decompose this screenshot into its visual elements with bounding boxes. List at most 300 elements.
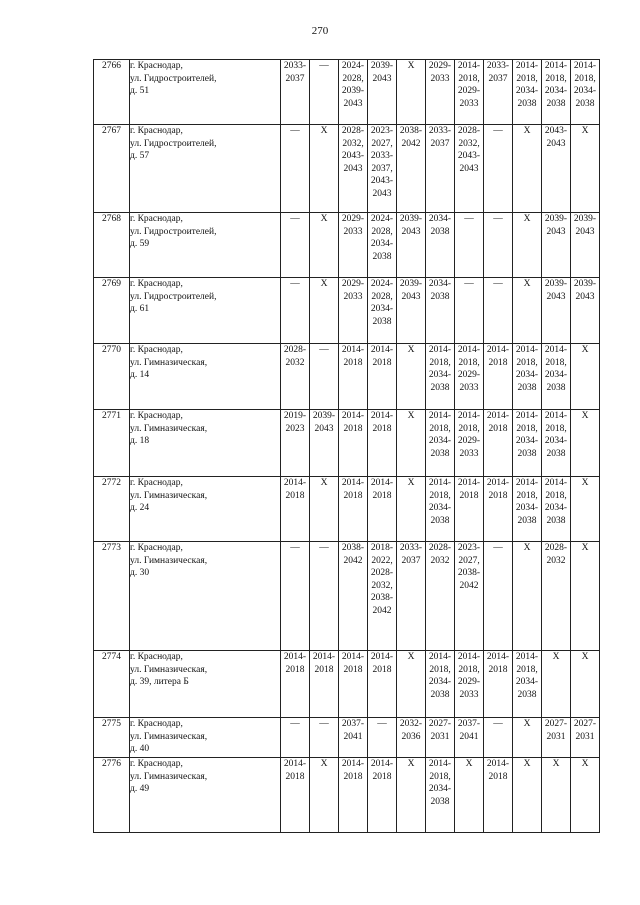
address-line: г. Краснодар, xyxy=(130,345,183,355)
period-fragment: 2043 xyxy=(372,73,392,84)
period-cell xyxy=(571,718,600,758)
period-cell xyxy=(310,718,339,758)
period-fragment: 2028, xyxy=(371,226,393,237)
period-fragment: 2018 xyxy=(372,357,392,368)
period-cell xyxy=(368,758,397,833)
period-fragment: 2029- xyxy=(428,61,452,71)
period-fragment: 2018, xyxy=(429,664,451,675)
table-row xyxy=(94,542,600,651)
period-fragment: X xyxy=(581,759,589,769)
period-cell xyxy=(397,278,426,344)
period-cell xyxy=(484,344,513,410)
period-fragment: 2023 xyxy=(285,423,305,434)
period-fragment: 2014- xyxy=(457,61,481,71)
period-fragment: 2034- xyxy=(370,304,394,314)
period-cell xyxy=(426,410,455,477)
period-fragment: X xyxy=(465,759,473,769)
table-row xyxy=(94,758,600,833)
period-fragment: 2039- xyxy=(312,411,336,421)
period-fragment: 2014- xyxy=(515,652,539,662)
period-cell xyxy=(368,60,397,125)
period-fragment: 2029- xyxy=(341,214,365,224)
period-fragment: 2034- xyxy=(544,86,568,96)
period-cell xyxy=(513,542,542,651)
period-cell xyxy=(542,542,571,651)
period-fragment: 2039- xyxy=(573,214,597,224)
period-fragment: 2018 xyxy=(314,664,334,675)
period-cell xyxy=(513,278,542,344)
period-fragment: 2038 xyxy=(546,448,566,459)
period-fragment: — xyxy=(464,214,474,224)
period-cell xyxy=(571,60,600,125)
period-fragment: 2014- xyxy=(486,652,510,662)
period-fragment: 2038 xyxy=(372,316,392,327)
period-fragment: X xyxy=(523,759,531,769)
address-line: ул. Гидростроителей, xyxy=(130,73,217,84)
period-fragment: X xyxy=(407,61,415,71)
page-number: 270 xyxy=(311,25,329,37)
period-fragment: X xyxy=(407,652,415,662)
period-cell xyxy=(484,60,513,125)
period-fragment: 2043- xyxy=(370,176,394,186)
period-cell xyxy=(310,651,339,718)
table-row xyxy=(94,278,600,344)
period-fragment: 2018, xyxy=(545,490,567,501)
period-fragment: 2038 xyxy=(546,515,566,526)
period-fragment: 2043 xyxy=(401,291,421,302)
period-fragment: 2018, xyxy=(516,423,538,434)
period-fragment: 2043 xyxy=(401,226,421,237)
row-number: 2774 xyxy=(94,651,130,718)
period-fragment: 2024- xyxy=(370,214,394,224)
address-cell xyxy=(130,542,281,651)
period-fragment: 2014- xyxy=(283,759,307,769)
address-line: д. 18 xyxy=(130,436,150,446)
period-cell xyxy=(339,651,368,718)
period-fragment: 2014- xyxy=(341,478,365,488)
period-fragment: X xyxy=(407,478,415,488)
period-fragment: — xyxy=(319,345,329,355)
period-fragment: 2043 xyxy=(314,423,334,434)
period-cell xyxy=(571,410,600,477)
period-fragment: 2018, xyxy=(458,664,480,675)
address-line: д. 30 xyxy=(130,568,150,578)
period-fragment: 2043- xyxy=(341,151,365,161)
row-number: 2766 xyxy=(94,60,130,125)
period-fragment: 2018- xyxy=(370,543,394,553)
period-cell xyxy=(513,477,542,542)
table-row xyxy=(94,213,600,278)
period-fragment: 2028- xyxy=(457,126,481,136)
address-line: д. 49 xyxy=(130,784,150,794)
period-cell xyxy=(310,125,339,213)
period-cell xyxy=(542,278,571,344)
period-fragment: 2043 xyxy=(372,188,392,199)
period-fragment: 2033- xyxy=(428,126,452,136)
period-fragment: 2032- xyxy=(399,719,423,729)
period-cell xyxy=(281,410,310,477)
period-cell xyxy=(339,718,368,758)
period-fragment: 2018, xyxy=(574,73,596,84)
address-line: д. 59 xyxy=(130,239,150,249)
period-fragment: X xyxy=(407,411,415,421)
period-fragment: 2034- xyxy=(428,784,452,794)
period-cell xyxy=(571,651,600,718)
period-fragment: 2018, xyxy=(516,664,538,675)
period-fragment: 2042 xyxy=(343,555,363,566)
period-fragment: X xyxy=(581,478,589,488)
period-cell xyxy=(426,278,455,344)
address-line: д. 61 xyxy=(130,304,150,314)
period-cell xyxy=(484,477,513,542)
period-fragment: 2014- xyxy=(457,478,481,488)
period-cell xyxy=(542,213,571,278)
period-fragment: 2033 xyxy=(430,73,450,84)
period-cell xyxy=(310,542,339,651)
address-line: г. Краснодар, xyxy=(130,478,183,488)
address-line: г. Краснодар, xyxy=(130,279,183,289)
period-cell xyxy=(484,410,513,477)
period-fragment: 2043 xyxy=(343,163,363,174)
period-fragment: 2033 xyxy=(459,448,479,459)
period-cell xyxy=(426,213,455,278)
address-line: г. Краснодар, xyxy=(130,61,183,71)
period-cell xyxy=(281,60,310,125)
address-cell xyxy=(130,60,281,125)
period-fragment: 2032, xyxy=(342,138,364,149)
period-fragment: 2038 xyxy=(430,796,450,807)
period-cell xyxy=(455,758,484,833)
period-fragment: 2034- xyxy=(428,370,452,380)
period-fragment: X xyxy=(523,214,531,224)
period-cell xyxy=(455,125,484,213)
address-line: г. Краснодар, xyxy=(130,719,183,729)
period-cell xyxy=(397,125,426,213)
period-fragment: 2014- xyxy=(544,345,568,355)
period-cell xyxy=(571,125,600,213)
period-fragment: X xyxy=(407,345,415,355)
period-fragment: 2014- xyxy=(370,652,394,662)
period-fragment: 2014- xyxy=(486,478,510,488)
row-number: 2770 xyxy=(94,344,130,410)
period-fragment: 2036 xyxy=(401,731,421,742)
period-cell xyxy=(397,758,426,833)
address-line: д. 40 xyxy=(130,744,150,754)
period-cell xyxy=(426,344,455,410)
period-cell xyxy=(484,758,513,833)
period-fragment: 2033- xyxy=(399,543,423,553)
period-cell xyxy=(310,410,339,477)
period-fragment: 2037, xyxy=(371,163,393,174)
period-fragment: 2018 xyxy=(488,490,508,501)
address-line: д. 57 xyxy=(130,151,150,161)
period-fragment: 2014- xyxy=(283,652,307,662)
period-fragment: 2014- xyxy=(428,478,452,488)
period-fragment: 2033 xyxy=(343,291,363,302)
period-fragment: 2014- xyxy=(544,478,568,488)
address-cell xyxy=(130,758,281,833)
period-fragment: 2028- xyxy=(428,543,452,553)
period-fragment: 2018 xyxy=(343,423,363,434)
period-fragment: 2038 xyxy=(517,382,537,393)
period-fragment: 2018 xyxy=(343,357,363,368)
period-cell xyxy=(571,278,600,344)
address-line: д. 24 xyxy=(130,503,150,513)
period-fragment: 2014- xyxy=(428,759,452,769)
period-fragment: 2014- xyxy=(457,652,481,662)
period-fragment: X xyxy=(320,759,328,769)
period-fragment: 2032, xyxy=(458,138,480,149)
table-row xyxy=(94,60,600,125)
period-fragment: 2028- xyxy=(341,126,365,136)
period-fragment: 2014- xyxy=(515,61,539,71)
period-fragment: 2018, xyxy=(429,771,451,782)
period-fragment: 2033 xyxy=(459,98,479,109)
period-fragment: 2039- xyxy=(399,279,423,289)
period-cell xyxy=(397,718,426,758)
period-fragment: 2042 xyxy=(401,138,421,149)
address-line: ул. Гимназическая, xyxy=(130,555,208,566)
period-cell xyxy=(281,651,310,718)
period-fragment: 2034- xyxy=(515,436,539,446)
period-fragment: 2027, xyxy=(371,138,393,149)
period-fragment: 2014- xyxy=(515,411,539,421)
period-fragment: 2043 xyxy=(575,291,595,302)
address-line: г. Краснодар, xyxy=(130,411,183,421)
period-fragment: 2023- xyxy=(457,543,481,553)
period-cell xyxy=(513,651,542,718)
period-fragment: — xyxy=(290,279,300,289)
period-cell xyxy=(426,718,455,758)
period-cell xyxy=(368,344,397,410)
period-fragment: 2034- xyxy=(515,677,539,687)
period-fragment: 2037 xyxy=(430,138,450,149)
period-fragment: 2018 xyxy=(488,423,508,434)
period-fragment: — xyxy=(319,61,329,71)
address-cell xyxy=(130,278,281,344)
period-fragment: 2038 xyxy=(517,515,537,526)
period-cell xyxy=(339,213,368,278)
period-fragment: 2018 xyxy=(285,771,305,782)
address-cell xyxy=(130,477,281,542)
period-cell xyxy=(542,477,571,542)
period-fragment: 2032, xyxy=(371,580,393,591)
period-fragment: 2034- xyxy=(428,503,452,513)
period-cell xyxy=(513,213,542,278)
period-cell xyxy=(455,278,484,344)
period-fragment: 2014- xyxy=(428,411,452,421)
period-fragment: 2033 xyxy=(459,689,479,700)
period-cell xyxy=(513,410,542,477)
period-fragment: 2037 xyxy=(285,73,305,84)
period-cell xyxy=(571,477,600,542)
period-cell xyxy=(368,477,397,542)
period-fragment: — xyxy=(377,719,387,729)
period-fragment: 2042 xyxy=(459,580,479,591)
period-fragment: 2039- xyxy=(370,61,394,71)
period-cell xyxy=(281,758,310,833)
table-row xyxy=(94,477,600,542)
period-cell xyxy=(310,758,339,833)
period-cell xyxy=(310,213,339,278)
period-fragment: 2018 xyxy=(372,664,392,675)
period-fragment: X xyxy=(523,126,531,136)
period-cell xyxy=(455,410,484,477)
period-fragment: — xyxy=(493,126,503,136)
period-fragment: 2043 xyxy=(459,163,479,174)
period-cell xyxy=(542,410,571,477)
period-fragment: X xyxy=(581,411,589,421)
period-cell xyxy=(484,718,513,758)
address-line: ул. Гидростроителей, xyxy=(130,138,217,149)
period-fragment: X xyxy=(523,543,531,553)
period-fragment: 2018, xyxy=(545,357,567,368)
period-fragment: 2034- xyxy=(544,370,568,380)
period-cell xyxy=(397,542,426,651)
period-fragment: 2014- xyxy=(486,759,510,769)
period-cell xyxy=(513,344,542,410)
period-fragment: 2043 xyxy=(343,98,363,109)
period-cell xyxy=(455,213,484,278)
address-line: ул. Гидростроителей, xyxy=(130,226,217,237)
period-fragment: X xyxy=(523,279,531,289)
period-fragment: X xyxy=(581,345,589,355)
period-fragment: 2014- xyxy=(457,345,481,355)
period-fragment: X xyxy=(581,543,589,553)
address-line: ул. Гимназическая, xyxy=(130,771,208,782)
period-cell xyxy=(455,718,484,758)
address-cell xyxy=(130,718,281,758)
period-cell xyxy=(281,344,310,410)
row-number: 2769 xyxy=(94,278,130,344)
period-fragment: 2014- xyxy=(341,411,365,421)
table-row xyxy=(94,410,600,477)
period-fragment: 2034- xyxy=(428,279,452,289)
period-fragment: 2018 xyxy=(343,664,363,675)
period-fragment: 2031 xyxy=(430,731,450,742)
period-fragment: 2032 xyxy=(430,555,450,566)
period-fragment: 2033 xyxy=(459,382,479,393)
period-fragment: 2038- xyxy=(457,568,481,578)
period-cell xyxy=(281,278,310,344)
period-fragment: X xyxy=(523,719,531,729)
period-cell xyxy=(542,60,571,125)
period-cell xyxy=(281,213,310,278)
period-fragment: 2027, xyxy=(458,555,480,566)
period-cell xyxy=(513,758,542,833)
period-fragment: 2018 xyxy=(372,490,392,501)
period-cell xyxy=(426,758,455,833)
period-cell xyxy=(397,60,426,125)
period-fragment: 2014- xyxy=(573,61,597,71)
period-cell xyxy=(368,213,397,278)
period-fragment: 2028- xyxy=(283,345,307,355)
period-fragment: 2034- xyxy=(370,239,394,249)
period-fragment: 2022, xyxy=(371,555,393,566)
period-fragment: 2037- xyxy=(457,719,481,729)
period-cell xyxy=(339,344,368,410)
period-cell xyxy=(542,651,571,718)
period-fragment: 2018, xyxy=(458,357,480,368)
period-fragment: — xyxy=(319,719,329,729)
period-cell xyxy=(397,651,426,718)
period-fragment: 2014- xyxy=(341,652,365,662)
period-fragment: 2033- xyxy=(370,151,394,161)
period-cell xyxy=(455,651,484,718)
period-fragment: 2043 xyxy=(575,226,595,237)
period-fragment: 2038 xyxy=(430,226,450,237)
period-fragment: 2018, xyxy=(429,423,451,434)
row-number: 2771 xyxy=(94,410,130,477)
address-line: г. Краснодар, xyxy=(130,652,183,662)
period-cell xyxy=(542,125,571,213)
period-fragment: 2018, xyxy=(545,423,567,434)
period-fragment: 2038 xyxy=(517,689,537,700)
period-fragment: X xyxy=(320,279,328,289)
period-cell xyxy=(571,213,600,278)
period-fragment: 2018, xyxy=(429,490,451,501)
period-fragment: X xyxy=(552,759,560,769)
address-line: ул. Гимназическая, xyxy=(130,423,208,434)
period-cell xyxy=(455,542,484,651)
period-cell xyxy=(368,278,397,344)
period-fragment: 2014- xyxy=(312,652,336,662)
period-cell xyxy=(426,477,455,542)
period-fragment: 2024- xyxy=(370,279,394,289)
period-fragment: — xyxy=(290,214,300,224)
table-row xyxy=(94,718,600,758)
period-fragment: 2027- xyxy=(428,719,452,729)
period-cell xyxy=(397,213,426,278)
period-fragment: — xyxy=(493,214,503,224)
period-fragment: — xyxy=(464,279,474,289)
period-fragment: 2018, xyxy=(458,73,480,84)
address-cell xyxy=(130,410,281,477)
address-line: ул. Гимназическая, xyxy=(130,664,208,675)
period-cell xyxy=(484,278,513,344)
period-fragment: 2014- xyxy=(283,478,307,488)
period-cell xyxy=(397,344,426,410)
address-line: д. 14 xyxy=(130,370,150,380)
period-fragment: 2018 xyxy=(372,771,392,782)
period-fragment: 2034- xyxy=(544,436,568,446)
period-fragment: 2038 xyxy=(430,689,450,700)
address-cell xyxy=(130,344,281,410)
period-fragment: 2037- xyxy=(341,719,365,729)
period-fragment: 2043 xyxy=(546,226,566,237)
period-fragment: X xyxy=(320,214,328,224)
address-line: ул. Гимназическая, xyxy=(130,490,208,501)
period-fragment: 2018 xyxy=(459,490,479,501)
period-fragment: 2018, xyxy=(516,357,538,368)
period-fragment: 2034- xyxy=(428,677,452,687)
period-fragment: 2018 xyxy=(285,490,305,501)
address-line: д. 39, литера Б xyxy=(130,677,189,687)
period-cell xyxy=(281,477,310,542)
period-fragment: 2038 xyxy=(517,98,537,109)
period-cell xyxy=(513,60,542,125)
period-fragment: X xyxy=(320,126,328,136)
period-fragment: 2014- xyxy=(370,478,394,488)
period-fragment: X xyxy=(581,126,589,136)
period-fragment: 2038 xyxy=(546,98,566,109)
row-number: 2772 xyxy=(94,477,130,542)
period-cell xyxy=(368,410,397,477)
period-fragment: 2018 xyxy=(488,771,508,782)
period-fragment: 2038- xyxy=(341,543,365,553)
period-fragment: 2039- xyxy=(399,214,423,224)
period-fragment: 2037 xyxy=(401,555,421,566)
